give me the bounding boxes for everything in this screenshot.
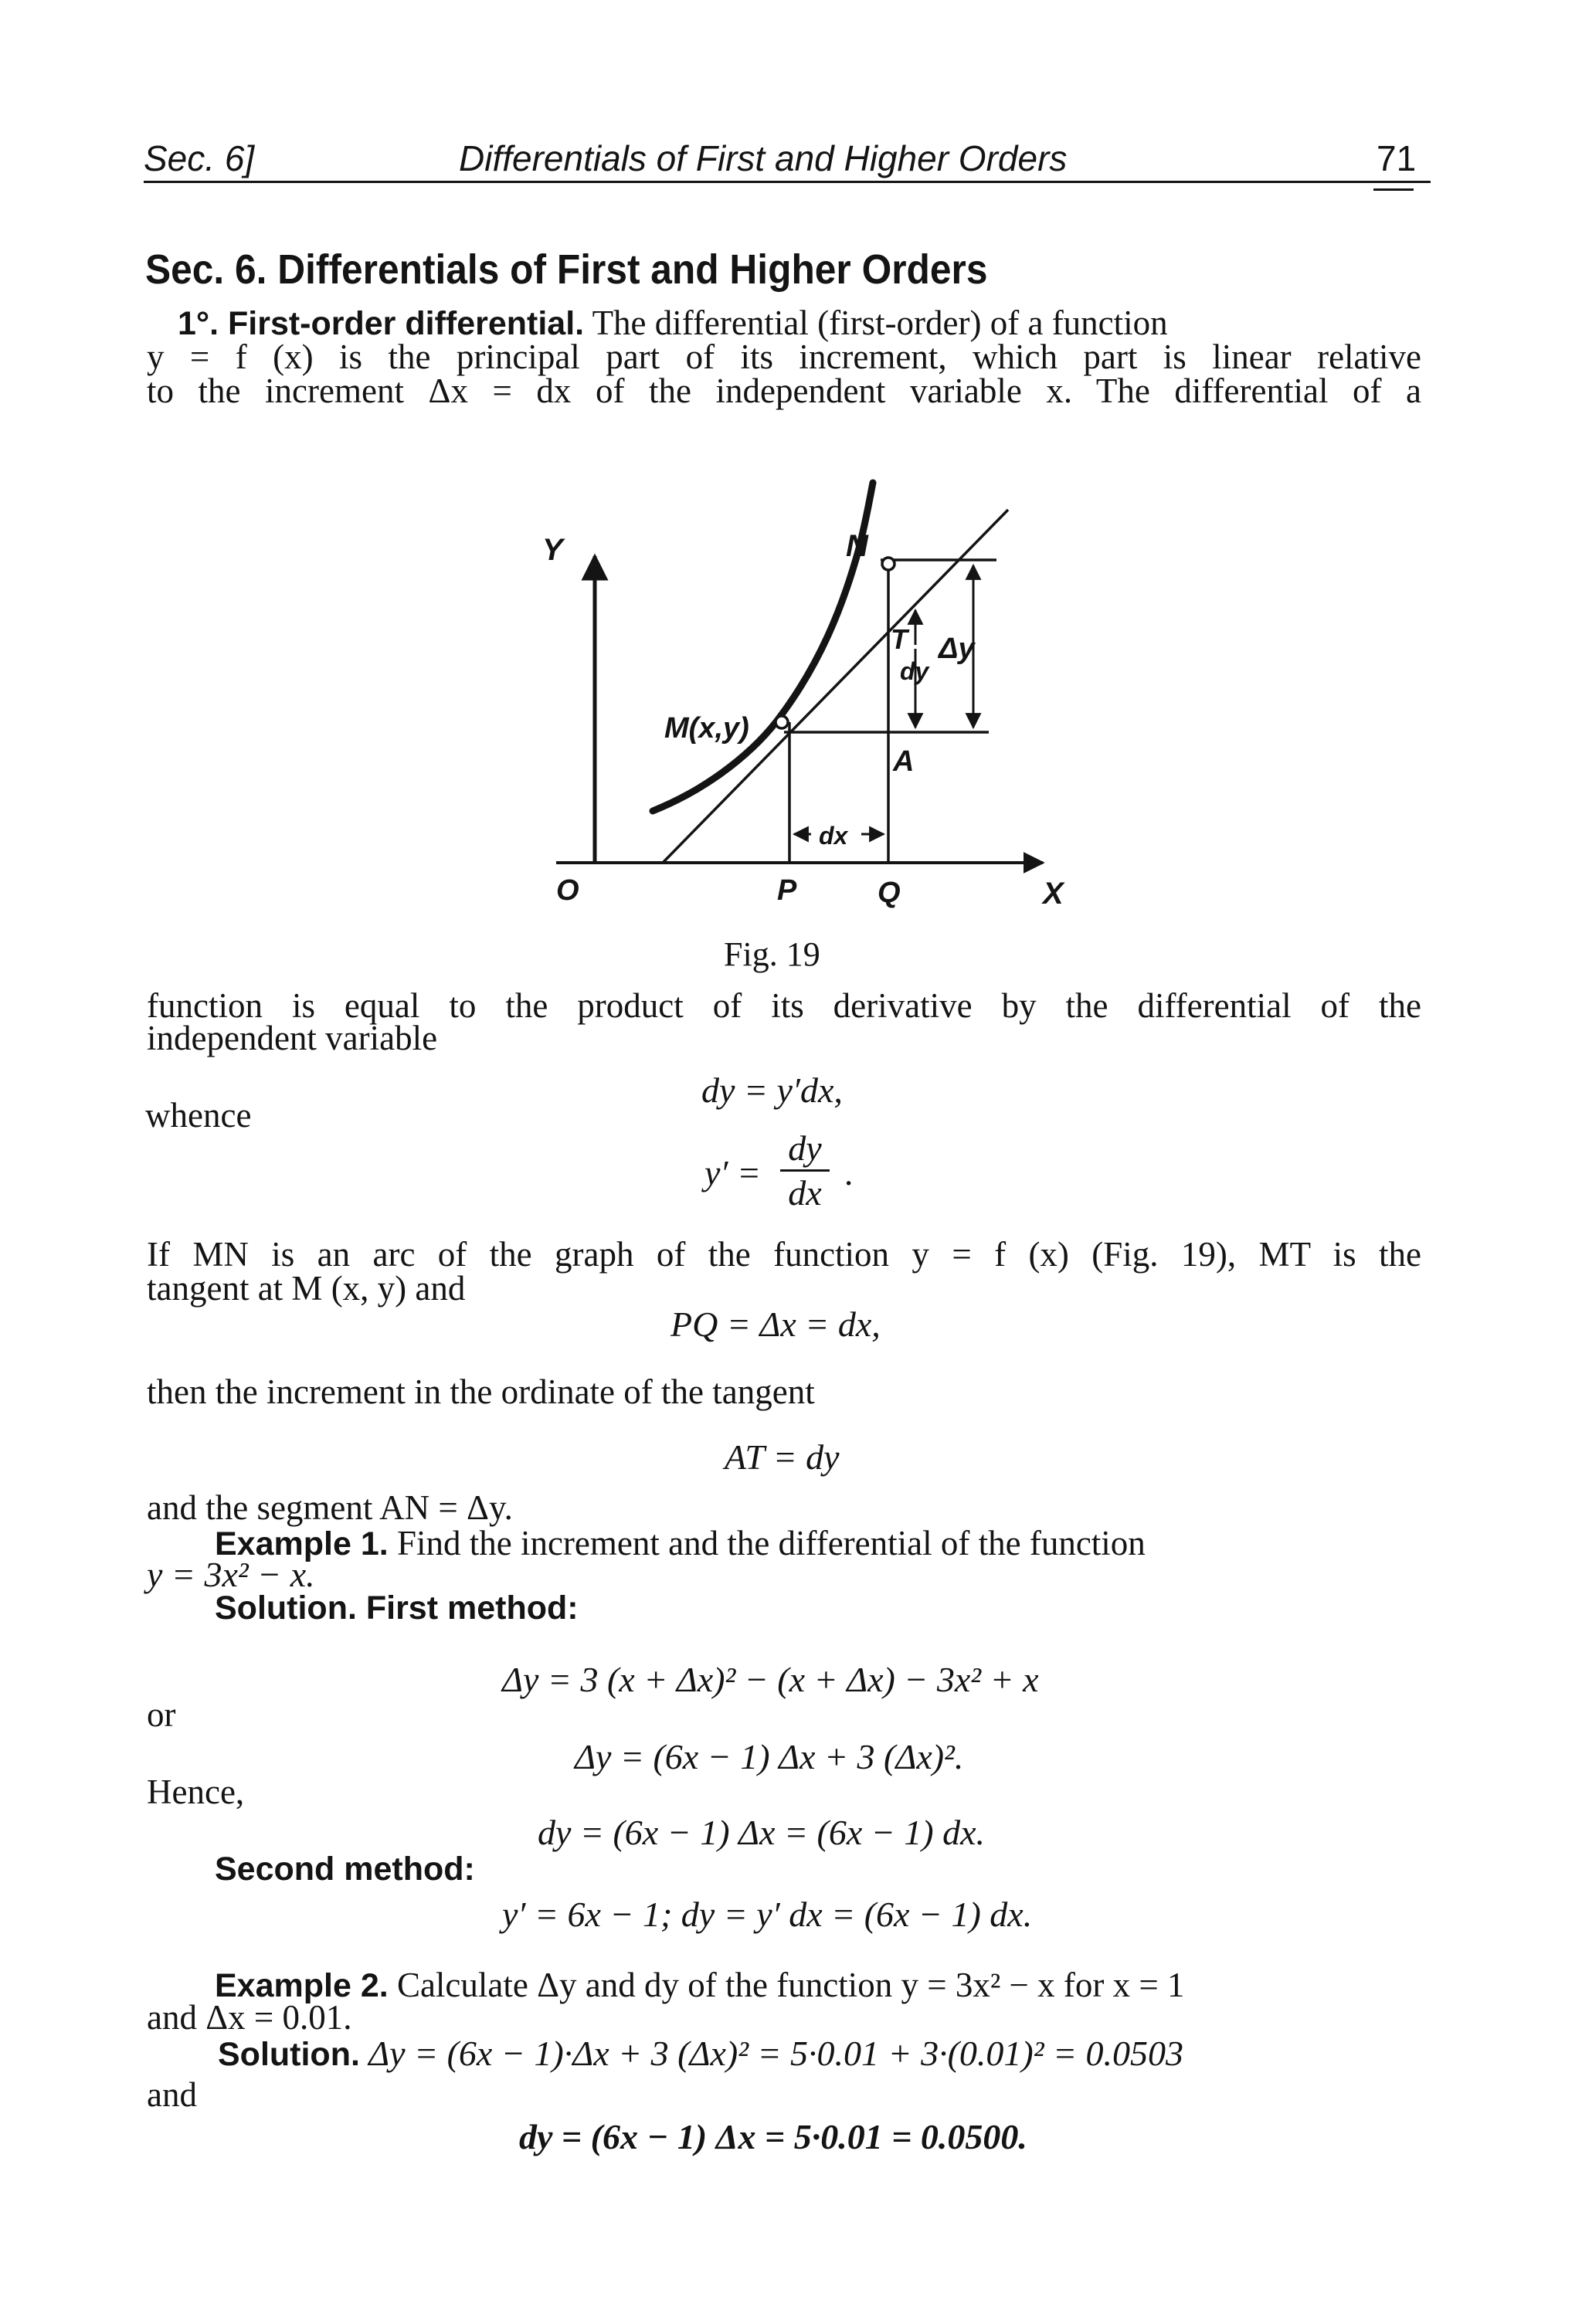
- tangent-line: [663, 510, 1008, 863]
- whence-label: whence: [145, 1096, 252, 1135]
- label-y-axis: Y: [542, 533, 563, 567]
- label-a: A: [893, 745, 915, 778]
- example1-hence: Hence,: [147, 1773, 245, 1811]
- fraction-denominator: dx: [788, 1173, 822, 1213]
- label-n: N: [846, 529, 868, 563]
- label-p: P: [777, 874, 797, 907]
- para2-line-1: function is equal to the product of its derivative by the differential of the: [147, 986, 1421, 1025]
- intro-line-2: y = f (x) is the principal part of its increment, which part is linear relative: [147, 338, 1421, 376]
- example1-eq3: dy = (6x − 1) Δx = (6x − 1) dx.: [538, 1813, 986, 1852]
- equation-dy: dy = y′dx,: [701, 1070, 843, 1110]
- para2-line-2: independent variable: [147, 1019, 438, 1057]
- para5: and the segment AN = Δy.: [147, 1488, 513, 1527]
- label-dy: dy: [900, 657, 929, 685]
- example1-or: or: [147, 1695, 176, 1734]
- label-dx: dx: [819, 822, 848, 850]
- header-section-ref: Sec. 6]: [144, 138, 255, 178]
- equation-yprime-tail: .: [845, 1153, 854, 1193]
- fraction-bar: [780, 1169, 830, 1172]
- section-title: Sec. 6. Differentials of First and Higher Orders: [145, 246, 988, 293]
- label-m: M(x,y): [664, 712, 749, 745]
- example1-line-2: y = 3x² − x.: [147, 1555, 315, 1594]
- example1-eq2: Δy = (6x − 1) Δx + 3 (Δx)².: [575, 1737, 964, 1776]
- figure-caption: Fig. 19: [724, 935, 820, 973]
- header-running-title: Differentials of First and Higher Orders: [459, 138, 1068, 178]
- example1-eq4: y′ = 6x − 1; dy = y′ dx = (6x − 1) dx.: [502, 1895, 1033, 1934]
- para4: then the increment in the ordinate of the tangent: [147, 1372, 815, 1411]
- label-origin: O: [556, 874, 579, 907]
- page-number-underline: [1373, 188, 1414, 191]
- intro-line1-rest: The differential (first-order) of a function: [592, 304, 1168, 342]
- point-n: [882, 558, 895, 570]
- equation-at: AT = dy: [725, 1437, 840, 1477]
- header-rule: [144, 181, 1431, 183]
- example2-solution-lead: Solution.: [218, 2036, 360, 2073]
- example2-solution-line: [218, 2033, 1183, 2074]
- intro-lead: 1°. First-order differential.: [178, 305, 585, 342]
- example2-line1-rest: Calculate Δy and dy of the function y = 3x² − x for x = 1: [396, 1966, 1185, 2004]
- example2-line-2: and Δx = 0.01.: [147, 1998, 352, 2037]
- fraction-numerator: dy: [788, 1128, 822, 1168]
- example1-line-1: [215, 1523, 1421, 1563]
- example2-eq-final: dy = (6x − 1) Δx = 5·0.01 = 0.0500.: [519, 2117, 1027, 2156]
- example2-line-1: [215, 1965, 1421, 2005]
- label-delta-y: Δy: [939, 633, 975, 665]
- example1-eq1: Δy = 3 (x + Δx)² − (x + Δx) − 3x² + x: [502, 1660, 1039, 1699]
- equation-yprime-lhs: y′ =: [704, 1153, 762, 1193]
- intro-line-3: to the increment Δx = dx of the independent variable x. The differential of a: [147, 372, 1421, 410]
- label-q: Q: [878, 877, 901, 909]
- example1-second-method: Second method:: [215, 1851, 475, 1888]
- example1-lead: Example 1.: [215, 1525, 389, 1562]
- page-number: 71: [1377, 138, 1417, 178]
- label-t: T: [891, 623, 908, 655]
- example2-solution-eq: Δy = (6x − 1)·Δx + 3 (Δx)² = 5·0.01 + 3·(0.01)² = 0.0503: [368, 2034, 1184, 2073]
- example1-solution: Solution. First method:: [215, 1589, 579, 1627]
- label-x-axis: X: [1043, 877, 1064, 911]
- equation-pq: PQ = Δx = dx,: [670, 1304, 881, 1344]
- example2-lead: Example 2.: [215, 1967, 389, 2004]
- figure-19: [510, 456, 1097, 935]
- para3-line-2: tangent at M (x, y) and: [147, 1269, 466, 1308]
- point-m: [776, 716, 788, 728]
- example1-line1-rest: Find the increment and the differential of the function: [396, 1524, 1146, 1562]
- example2-and: and: [147, 2075, 197, 2114]
- para3-line-1: If MN is an arc of the graph of the function y = f (x) (Fig. 19), MT is the: [147, 1235, 1421, 1274]
